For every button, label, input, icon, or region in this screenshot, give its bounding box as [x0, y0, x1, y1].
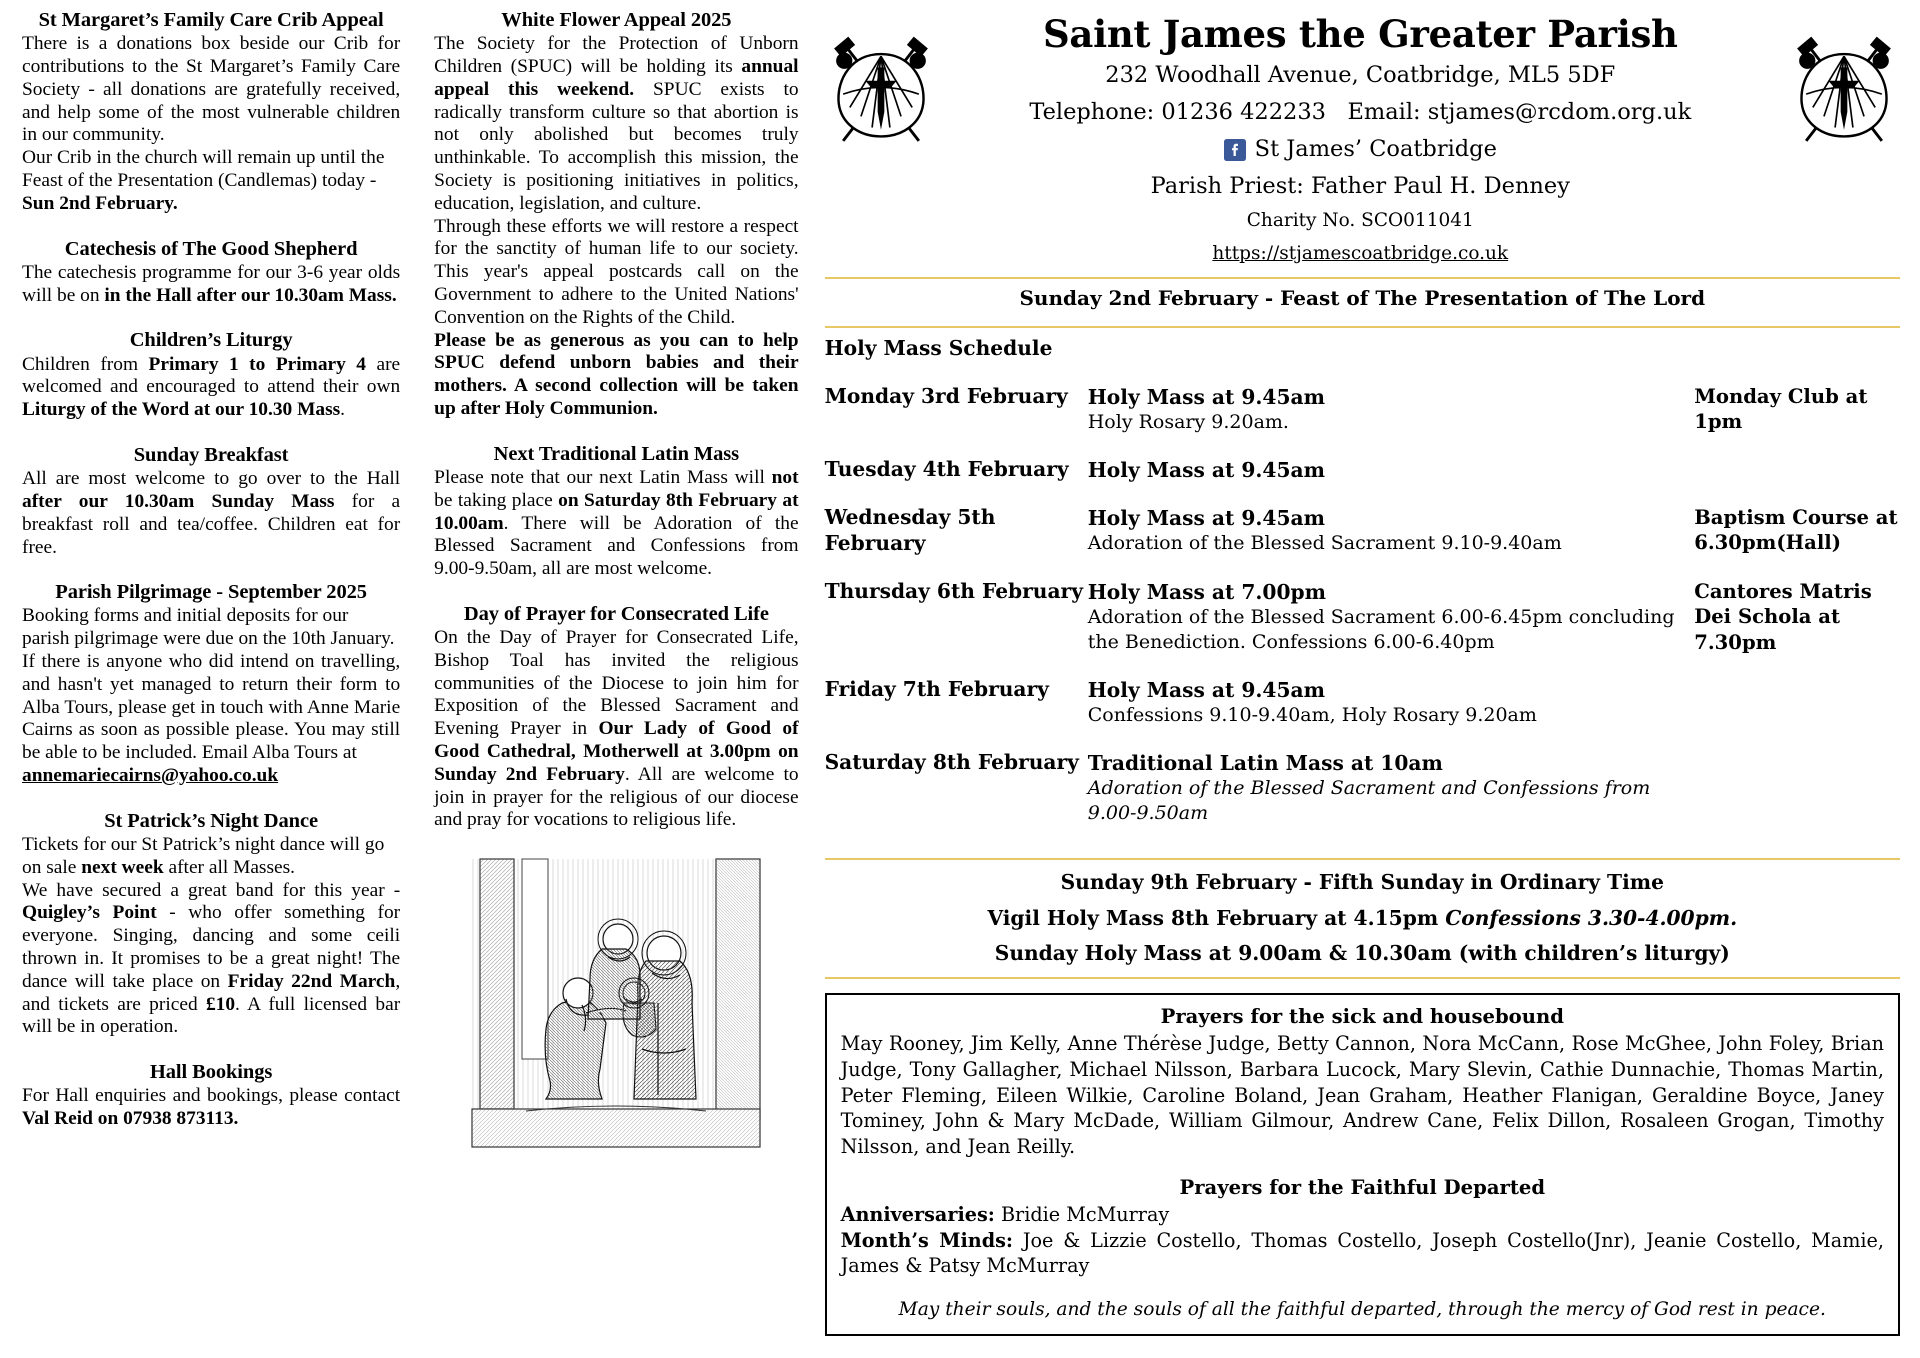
tail-text: for a breakfast roll and tea/coffee. Children eat for free.: [22, 490, 401, 558]
article-sunday-breakfast: [22, 443, 400, 559]
lead-text: On the Day of Prayer for Consecrated Life, Bishop Toal has invited the religious communities of the Diocese to join him for Exposition of the Blessed Sacrament and Evening Prayer in: [434, 627, 799, 740]
mass-time: Holy Mass at 9.45am: [1087, 506, 1325, 531]
vigil-mass-line: [825, 906, 1900, 932]
article-body: [22, 468, 400, 559]
paragraph-bold: [434, 330, 798, 421]
paragraph: There is a donations box beside our Crib for contributions to the St Margaret’s Family Care Society - all donations are gratefully received, and help some of the most vulnerable children in our community.: [22, 33, 401, 146]
lead-text: The Society for the Protection of Unborn Children (SPUC) will be holding its: [434, 33, 799, 77]
mid-text: , and tickets are priced: [22, 970, 401, 1015]
schedule-detail: [1088, 384, 1694, 457]
facebook-icon[interactable]: [1224, 139, 1246, 161]
empty-cell: [1088, 336, 1694, 384]
article-body: [22, 834, 400, 1039]
article-body: [434, 627, 798, 832]
schedule-section-row: [825, 336, 1900, 384]
lead-text: For Hall enquiries and bookings, please contact: [22, 1085, 401, 1107]
middle-column: [424, 8, 808, 1153]
paragraph: [22, 834, 400, 880]
schedule-note: Monday Club at 1pm: [1694, 384, 1868, 434]
article-hall-bookings: [22, 1060, 400, 1131]
schedule-title: Sunday 2nd February - Feast of The Presentation of The Lord: [1019, 285, 1706, 310]
next-sunday-block: [825, 860, 1900, 968]
divider-after-next-sunday: [825, 977, 1900, 979]
article-body: [22, 605, 400, 787]
table-row: [825, 457, 1900, 505]
mass-time: Holy Mass at 9.45am: [1087, 678, 1325, 703]
charity-number: Charity No. SCO011041: [1246, 210, 1474, 232]
parish-priest: Parish Priest: Father Paul H. Denney: [1150, 172, 1570, 199]
mass-datetime: on Saturday 8th February at 10.00am: [434, 489, 799, 534]
lead-text: Tickets for our St Patrick’s night dance will go on sale: [22, 834, 385, 878]
next-sunday-title: Sunday 9th February - Fifth Sunday in Ordinary Time: [1060, 869, 1664, 894]
article-body: [22, 262, 400, 308]
mass-time: Holy Mass at 7.00pm: [1087, 579, 1326, 604]
email[interactable]: Email: stjames@rcdom.org.uk: [1347, 98, 1692, 125]
extra-detail-italic: Adoration of the Blessed Sacrament and Confessions from 9.00-9.50am: [1087, 777, 1651, 825]
article-heading: Hall Bookings: [149, 1061, 273, 1084]
prayers-departed-title: Prayers for the Faithful Departed: [1179, 1175, 1546, 1199]
paragraph: [22, 468, 400, 559]
schedule-day: Saturday 8th February: [824, 750, 1079, 775]
schedule-detail: [1088, 457, 1694, 505]
header-text-block: [943, 8, 1778, 267]
tail-text: . There will be Adoration of the Blessed Sacrament and Confessions from 9.00-9.50am, all are most welcome.: [434, 512, 799, 580]
schedule-day: Thursday 6th February: [824, 578, 1083, 603]
article-parish-pilgrimage: [22, 580, 400, 788]
paragraph: [434, 33, 798, 215]
mass-time: Holy Mass at 9.45am: [1087, 457, 1325, 482]
article-heading: Day of Prayer for Consecrated Life: [463, 602, 769, 625]
anniversaries-names: Bridie McMurray: [994, 1202, 1170, 1226]
article-heading: St Margaret’s Family Care Crib Appeal: [38, 9, 384, 31]
article-childrens-liturgy: [22, 328, 400, 422]
mid-text: be taking place: [434, 489, 559, 511]
prayers-sick-title: Prayers for the sick and housebound: [1160, 1005, 1564, 1029]
telephone: Telephone: 01236 422233: [1029, 98, 1326, 125]
article-heading: Next Traditional Latin Mass: [493, 442, 740, 465]
schedule-note: [1694, 677, 1900, 750]
scallop-shell-crossed-staffs-emblem-right: [1788, 34, 1900, 152]
schedule-note: Cantores Matris Dei Schola at 7.30pm: [1694, 579, 1872, 654]
article-crib-appeal: [22, 8, 400, 216]
lead-text: All are most welcome to go over to the Hall: [22, 468, 401, 490]
bold-text: in the Hall after our 10.30am Mass.: [104, 284, 397, 306]
schedule-section-label: Holy Mass Schedule: [824, 335, 1053, 360]
schedule-day: Wednesday 5th February: [824, 505, 996, 555]
facebook-row[interactable]: [947, 134, 1774, 166]
extra-detail: Holy Rosary 9.20am.: [1087, 411, 1289, 434]
schedule-note: Baptism Course at 6.30pm(Hall): [1694, 506, 1898, 555]
vigil-mass-text: Vigil Holy Mass 8th February at 4.15pm: [987, 905, 1446, 930]
page-title: Saint James the Greater Parish: [1042, 12, 1678, 56]
divider-under-title: [825, 326, 1900, 328]
article-heading: Catechesis of The Good Shepherd: [64, 237, 358, 260]
table-row: [825, 750, 1900, 848]
paragraph: [22, 262, 400, 308]
venue-datetime: Our Lady of Good of Good Cathedral, Motherwell at 3.00pm on Sunday 2nd February: [434, 718, 799, 785]
bold-text: Liturgy of the Word at our 10.30 Mass: [22, 399, 341, 421]
contact-line: [947, 97, 1774, 129]
lead-text: We have secured a great band for this year -: [22, 879, 401, 901]
dance-date: Friday 22nd March: [227, 970, 396, 992]
paragraph: Through these efforts we will restore a respect for the sanctity of human life to our society. This year's appeal postcards call on the Government to adhere to the United Nations' Convention on the Rights of the Child.: [434, 215, 799, 328]
parish-address: 232 Woodhall Avenue, Coatbridge, ML5 5DF: [1105, 61, 1616, 88]
mid-text: are welcomed and encouraged to attend their own: [22, 353, 401, 398]
lead-text: Children from: [22, 353, 149, 375]
mass-time: Holy Mass at 9.45am: [1087, 384, 1325, 409]
paragraph: [22, 1085, 400, 1131]
months-minds-names: Joe & Lizzie Costello, Thomas Costello, Joseph Costello(Jnr), Jeanie Costello, Mamie, James & Patsy McMurray: [840, 1228, 1885, 1278]
appeal-call-to-action: Please be as generous as you can to help SPUC defend unborn babies and their mothers. A second collection will be taken up after Holy Communion.: [434, 329, 799, 419]
table-row: [825, 505, 1900, 579]
article-heading: Sunday Breakfast: [133, 443, 289, 466]
article-next-latin-mass: [434, 442, 798, 581]
anniversaries-line: [841, 1202, 1884, 1228]
right-panel: [825, 8, 1908, 1336]
article-heading: Parish Pilgrimage - September 2025: [55, 581, 367, 604]
schedule-detail: [1088, 505, 1694, 579]
paragraph-text: If there is anyone who did intend on travelling, and hasn't yet managed to return their form to Alba Tours, please get in touch with Anne Marie Cairns as soon as possible please. You may still be able to be included. Email Alba Tours at: [22, 651, 401, 764]
tail-text: . All are welcome to join in prayer for the religious of our diocese and pray for vocations to religious life.: [434, 763, 799, 831]
schedule-note: [1694, 457, 1900, 505]
bold-negation: not: [771, 466, 799, 488]
months-minds-label: Month’s Minds:: [840, 1228, 1014, 1252]
extra-detail: Adoration of the Blessed Sacrament 6.00-6.45pm concluding the Benediction. Confessions 6.00-6.40pm: [1087, 605, 1675, 653]
prayers-sick-names: May Rooney, Jim Kelly, Anne Thérèse Judge, Betty Cannon, Nora McCann, Rose McGhee, John Foley, Brian Judge, Tony Gallagher, Michael Nilsson, Barbara Lucock, Mary Slevin, Cathie Dunnachie, Thomas Martin, Peter Fleming, Eileen Wilkie, Caroline Boland, Jean Graham, Heather Flanigan, Geraldine Boyce, Janey Tominey, John & Mary McDade, William Gilmour, Andrew Cane, Felix Dillon, Rosaleen Grogan, Timothy Nilsson, and Jean Reilly.: [840, 1032, 1884, 1159]
paragraph: [22, 880, 400, 1040]
table-row: [825, 579, 1900, 677]
bold-text: annual appeal this weekend.: [434, 55, 799, 100]
article-day-of-prayer: [434, 602, 798, 832]
tail-text: . A full licensed bar will be in operation.: [22, 993, 401, 1038]
article-white-flower-appeal: [434, 8, 798, 421]
article-heading: White Flower Appeal 2025: [501, 9, 732, 31]
article-body: [434, 467, 798, 581]
scallop-shell-crossed-staffs-emblem-left: [825, 34, 937, 152]
parish-header: [825, 8, 1900, 267]
bold-text: next week: [81, 856, 164, 878]
table-row: [825, 384, 1900, 457]
article-st-patricks-night-dance: [22, 809, 400, 1039]
article-catechesis: [22, 237, 400, 308]
paragraph: [22, 147, 400, 215]
schedule-detail: [1088, 750, 1694, 848]
paragraph: Booking forms and initial deposits for our parish pilgrimage were due on the 10th January.: [22, 605, 395, 650]
contact-details: Val Reid on 07938 873113.: [22, 1108, 239, 1130]
schedule-note: [1694, 750, 1900, 848]
empty-cell: [1694, 336, 1900, 384]
mid-text: SPUC exists to radically transform culture so that abortion is not only abolished but becomes truly unthinkable. To accomplish this mission, the Society is positioning initiatives in politics, education, legislation, and culture.: [434, 78, 799, 214]
facebook-page-name[interactable]: St James’ Coatbridge: [1254, 135, 1497, 162]
months-minds-line: [841, 1228, 1884, 1279]
band-name: Quigley’s Point: [22, 902, 157, 924]
schedule-detail: [1088, 677, 1694, 750]
schedule-day: Friday 7th February: [824, 677, 1049, 702]
mass-schedule-table: [825, 336, 1900, 848]
mid-text: - who offer something for everyone. Singing, dancing and some ceili thrown in. It promises to be a great night! The dance will take place on: [22, 902, 401, 992]
prayers-box: [825, 993, 1900, 1336]
mass-time: Traditional Latin Mass at 10am: [1087, 751, 1443, 776]
table-row: [825, 677, 1900, 750]
article-body: [22, 33, 400, 215]
schedule-day: Tuesday 4th February: [824, 456, 1069, 481]
article-heading: St Patrick’s Night Dance: [104, 809, 318, 832]
website-link[interactable]: https://stjamescoatbridge.co.uk: [1212, 242, 1509, 264]
bold-text: after our 10.30am Sunday Mass: [22, 490, 335, 512]
paragraph: [434, 467, 798, 581]
bold-text: Primary 1 to Primary 4: [148, 353, 366, 375]
article-body: [22, 1085, 400, 1131]
email-line: [22, 765, 400, 788]
lead-text: Please note that our next Latin Mass will: [434, 466, 772, 488]
ticket-price: £10: [205, 993, 236, 1015]
tail-text: after all Masses.: [163, 856, 296, 878]
anniversaries-label: Anniversaries:: [840, 1202, 995, 1226]
confessions-time: Confessions 3.30-4.00pm.: [1445, 905, 1738, 930]
prayers-departed-section: [841, 1176, 1884, 1279]
schedule-day: Monday 3rd February: [824, 383, 1068, 408]
left-column: [12, 8, 410, 1152]
email-link[interactable]: annemariecairns@yahoo.co.uk: [22, 765, 279, 787]
article-heading: Children’s Liturgy: [129, 329, 293, 352]
lead-text: The catechesis programme for our 3-6 year olds will be on: [22, 261, 401, 306]
paragraph-text: Our Crib in the church will remain up until the Feast of the Presentation (Candlemas) today -: [22, 147, 385, 191]
presentation-of-the-lord-engraving: [466, 853, 766, 1153]
bold-date: Sun 2nd February.: [22, 192, 178, 214]
sunday-mass-line: Sunday Holy Mass at 9.00am & 10.30am (with children’s liturgy): [994, 941, 1730, 966]
article-body: [22, 354, 400, 422]
extra-detail: Adoration of the Blessed Sacrament 9.10-9.40am: [1087, 532, 1562, 555]
tail-text: .: [340, 399, 346, 421]
paragraph: [434, 627, 798, 832]
extra-detail: Confessions 9.10-9.40am, Holy Rosary 9.20am: [1087, 704, 1537, 727]
paragraph: [22, 354, 400, 422]
paragraph: [22, 651, 400, 765]
schedule-detail: [1088, 579, 1694, 677]
article-body: [434, 33, 798, 421]
prayers-footer-text: May their souls, and the souls of all the faithful departed, through the mercy of God rest in peace.: [898, 1299, 1826, 1321]
